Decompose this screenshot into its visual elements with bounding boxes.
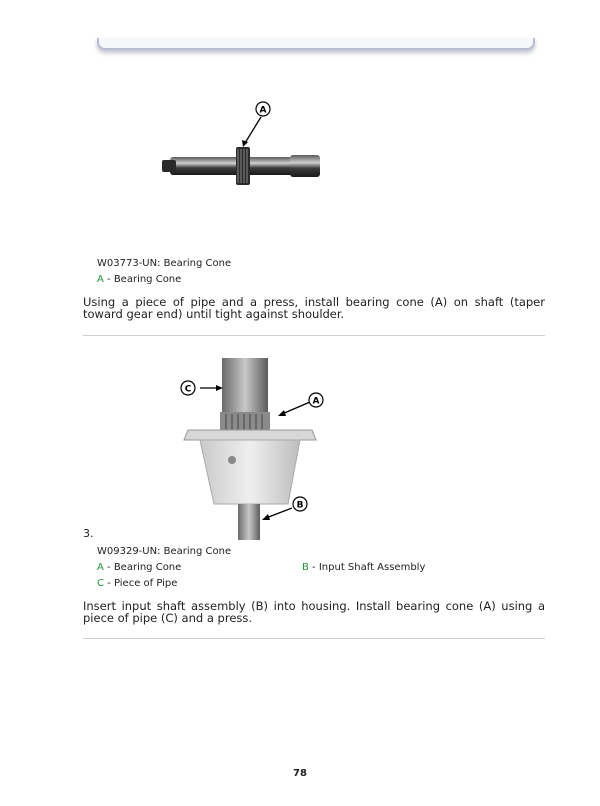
legend-letter: C [97, 578, 104, 589]
figure1-caption [97, 256, 231, 288]
section-divider [83, 335, 545, 336]
legend-letter: A [97, 274, 104, 285]
instruction-paragraph-1: Using a piece of pipe and a press, install bearing cone (A) on shaft (taper toward gear end) until tight against shoulder. [83, 295, 545, 321]
figure2-legend-a: A - Bearing Cone [97, 562, 182, 573]
figure2-caption [97, 544, 497, 592]
callout-a-label: A [312, 396, 320, 407]
legend-label: Bearing Cone [113, 274, 182, 285]
section-divider [83, 638, 545, 639]
figure1-caption-id: W03773-UN: Bearing Cone [97, 258, 232, 269]
figure2-legend-b: B - Input Shaft Assembly [302, 562, 426, 573]
step-number: 3. [83, 527, 94, 540]
legend-label: Input Shaft Assembly [318, 562, 426, 573]
instruction-paragraph-2: Insert input shaft assembly (B) into housing. Install bearing cone (A) using a piece of pipe (C) and a press. [83, 599, 545, 625]
callout-b-label: B [296, 500, 304, 511]
legend-letter: A [97, 562, 104, 573]
callout-a-label: A [259, 105, 267, 116]
figure1-legend-a: A - Bearing Cone [97, 274, 182, 285]
callout-c-label: C [184, 384, 192, 395]
page-number: 78 [293, 768, 307, 779]
legend-label: Piece of Pipe [113, 578, 178, 589]
figure2-legend-row [97, 560, 497, 576]
input-shaft-housing-image [170, 358, 330, 540]
page-header-bar [97, 38, 535, 50]
figure2-caption-id: W09329-UN: Bearing Cone [97, 546, 232, 557]
figure2-legend-c: C - Piece of Pipe [97, 578, 178, 589]
bearing-cone-shaft-image [160, 95, 340, 195]
legend-label: Bearing Cone [113, 562, 182, 573]
legend-letter: B [302, 562, 309, 573]
